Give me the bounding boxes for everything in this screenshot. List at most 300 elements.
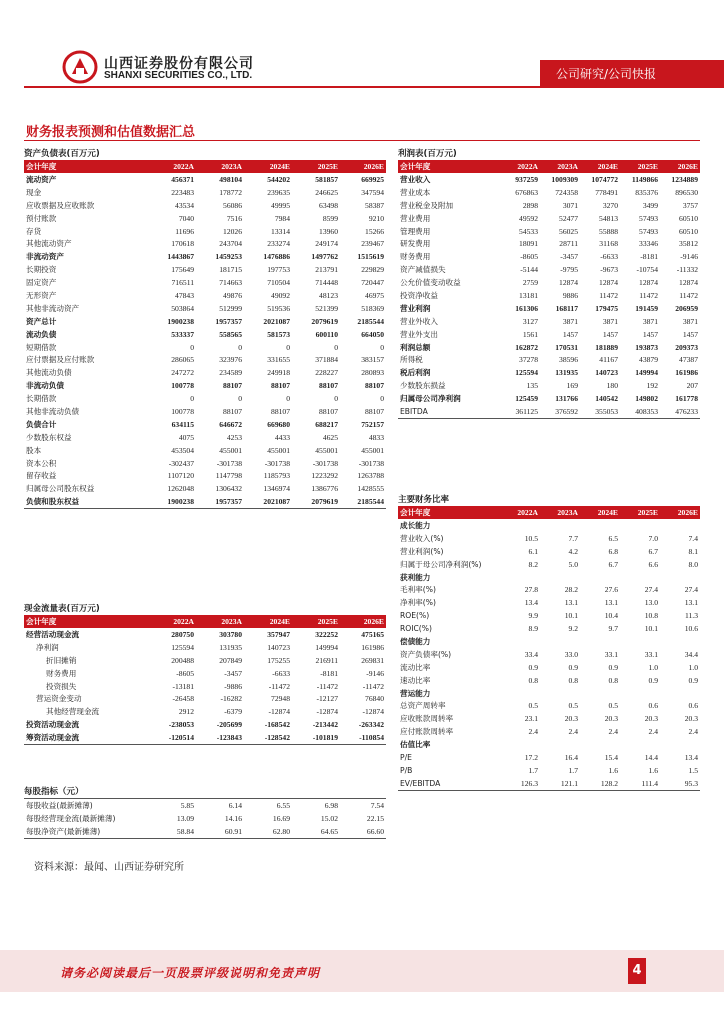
row-label-cell: 其他经营现金流 <box>46 707 100 717</box>
value-cell: 7.4 <box>688 533 698 543</box>
value-cell: 243704 <box>219 239 242 249</box>
value-cell: -8605 <box>520 252 538 262</box>
value-cell: 131935 <box>555 368 578 378</box>
value-cell: 4253 <box>226 432 242 442</box>
value-cell: 1476886 <box>263 252 290 262</box>
value-cell: 544202 <box>267 174 290 184</box>
value-cell: 88107 <box>365 381 384 391</box>
value-cell: 600110 <box>315 329 338 339</box>
value-cell <box>580 738 620 751</box>
value-cell: 13.1 <box>604 598 618 608</box>
value-cell: 2898 <box>522 200 538 210</box>
value-cell: 140542 <box>595 394 618 404</box>
value-cell: 835376 <box>635 187 658 197</box>
header-year-cell: 2023A <box>540 506 580 519</box>
value-cell: 1009309 <box>551 174 578 184</box>
value-cell: 10.6 <box>684 624 698 634</box>
value-cell: -9886 <box>224 681 242 691</box>
value-cell: 1443867 <box>167 252 194 262</box>
value-cell: 455001 <box>315 445 338 455</box>
value-cell: 3127 <box>522 316 538 326</box>
row-label-cell: 投资损失 <box>46 681 77 691</box>
data-source-note: 资料来源：最闻、山西证券研究所 <box>34 862 184 873</box>
value-cell: -9146 <box>680 252 698 262</box>
value-cell: 246625 <box>315 187 338 197</box>
header-year-cell: 2026E <box>340 160 386 173</box>
row-label-cell: 经营活动现金流 <box>26 629 80 639</box>
value-cell: 1457 <box>642 329 658 339</box>
row-label-cell: 资产总计 <box>26 316 57 326</box>
table-row <box>24 799 386 812</box>
row-label-cell: 留存收益 <box>26 471 57 481</box>
value-cell: 518369 <box>361 303 384 313</box>
company-logo-icon <box>62 50 98 84</box>
value-cell: 280893 <box>361 368 384 378</box>
value-cell: -8181 <box>320 668 338 678</box>
value-cell: -9795 <box>560 265 578 275</box>
value-cell <box>660 635 700 648</box>
row-label-cell: 净利润 <box>36 642 59 652</box>
table-row <box>398 212 700 225</box>
value-cell: 56025 <box>559 226 578 236</box>
value-cell: 0 <box>380 394 384 404</box>
header-divider <box>24 86 724 88</box>
value-cell: 88107 <box>271 406 290 416</box>
table-row <box>24 482 386 495</box>
value-cell: 206959 <box>675 303 698 313</box>
value-cell <box>580 687 620 700</box>
value-cell: 125459 <box>515 394 538 404</box>
section-title: 财务报表预测和估值数据汇总 <box>26 125 196 140</box>
table-row <box>398 751 700 764</box>
table-header-row <box>398 160 700 173</box>
value-cell: 0.8 <box>608 675 618 685</box>
value-cell: 233274 <box>267 239 290 249</box>
ratios-block <box>398 494 700 791</box>
value-cell: 322252 <box>315 629 338 639</box>
value-cell: 28.2 <box>564 585 578 595</box>
row-label-cell: P/E <box>400 752 412 762</box>
table-row <box>398 315 700 328</box>
row-label-cell: 营业收入(%) <box>400 533 444 543</box>
value-cell: 476233 <box>660 405 700 418</box>
value-cell: 0.9 <box>568 662 578 672</box>
table-row <box>24 302 386 315</box>
value-cell: 3757 <box>682 200 698 210</box>
value-cell: 11696 <box>175 226 194 236</box>
value-cell: 10.1 <box>564 611 578 621</box>
table-row <box>24 341 386 354</box>
value-cell: 169 <box>566 381 578 391</box>
value-cell: 0.8 <box>528 675 538 685</box>
value-cell: 4.2 <box>568 546 578 556</box>
value-cell: 49995 <box>271 200 290 210</box>
value-cell: -128542 <box>244 731 292 744</box>
value-cell: 27.4 <box>684 585 698 595</box>
value-cell: 49876 <box>223 290 242 300</box>
value-cell: 14.16 <box>224 813 242 823</box>
value-cell: -6633 <box>272 668 290 678</box>
table-row <box>24 680 386 693</box>
table-row <box>24 392 386 405</box>
value-cell: 13.1 <box>684 598 698 608</box>
value-cell: 6.55 <box>244 799 292 812</box>
value-cell: 9210 <box>368 213 384 223</box>
table-row <box>398 276 700 289</box>
value-cell: 15266 <box>365 226 384 236</box>
header-label-cell: 会计年度 <box>24 615 148 628</box>
value-cell: 0.5 <box>608 701 618 711</box>
value-cell: 0 <box>238 394 242 404</box>
table-row <box>24 667 386 680</box>
value-cell: 41167 <box>599 355 618 365</box>
value-cell: 9.2 <box>568 624 578 634</box>
value-cell: 58387 <box>365 200 384 210</box>
value-cell: 5.0 <box>568 559 578 569</box>
value-cell: 33.1 <box>644 649 658 659</box>
value-cell: 2.4 <box>568 727 578 737</box>
row-label-cell: 获利能力 <box>400 572 431 582</box>
value-cell: 13.4 <box>524 598 538 608</box>
value-cell: 664050 <box>361 329 384 339</box>
value-cell: 88107 <box>223 406 242 416</box>
value-cell: 1957357 <box>215 316 242 326</box>
row-label-cell: 财务费用 <box>400 252 431 262</box>
value-cell: 14.4 <box>644 752 658 762</box>
table-row <box>24 289 386 302</box>
value-cell: -6633 <box>600 252 618 262</box>
value-cell: 15.02 <box>320 813 338 823</box>
value-cell: 1428555 <box>357 484 384 494</box>
section-divider <box>24 140 700 141</box>
row-label-cell: 所得税 <box>400 355 423 365</box>
income-statement-title: 利润表(百万元) <box>398 149 457 159</box>
value-cell: 355053 <box>580 405 620 418</box>
value-cell: 896530 <box>675 187 698 197</box>
value-cell: 33.1 <box>604 649 618 659</box>
header-label-cell: 会计年度 <box>398 506 498 519</box>
value-cell: 669680 <box>267 419 290 429</box>
value-cell: 125594 <box>515 368 538 378</box>
value-cell: -301738 <box>216 458 242 468</box>
value-cell: 11.3 <box>684 611 698 621</box>
row-label-cell: 归属于母公司净利润(%) <box>400 559 482 569</box>
value-cell: 200488 <box>171 655 194 665</box>
row-label-cell: 固定资产 <box>26 278 57 288</box>
row-label-cell: 负债和股东权益 <box>24 495 148 508</box>
value-cell: 581573 <box>267 329 290 339</box>
value-cell: 12026 <box>223 226 242 236</box>
table-row <box>24 199 386 212</box>
value-cell: 6.8 <box>608 546 618 556</box>
value-cell: 100778 <box>171 381 194 391</box>
value-cell: 149994 <box>635 368 658 378</box>
value-cell: 64.65 <box>292 825 340 838</box>
value-cell: 1.6 <box>608 765 618 775</box>
table-row <box>398 738 700 751</box>
value-cell: -11472 <box>316 681 338 691</box>
table-header-row <box>24 615 386 628</box>
value-cell: -16282 <box>220 694 242 704</box>
row-label-cell: 现金 <box>26 187 42 197</box>
value-cell: 778491 <box>595 187 618 197</box>
value-cell: 140723 <box>595 368 618 378</box>
value-cell: 3871 <box>682 316 698 326</box>
row-label-cell: 流动资产 <box>26 174 57 184</box>
row-label-cell: 利润总额 <box>400 342 431 352</box>
value-cell: 43534 <box>175 200 194 210</box>
value-cell: 3871 <box>562 316 578 326</box>
value-cell: 13181 <box>519 290 538 300</box>
value-cell: 175255 <box>267 655 290 665</box>
value-cell: 10.1 <box>644 624 658 634</box>
value-cell: -263342 <box>358 720 384 730</box>
value-cell: -101819 <box>292 731 340 744</box>
value-cell: 503864 <box>171 303 194 313</box>
row-label-cell: 筹资活动现金流 <box>24 731 148 744</box>
value-cell: 1457 <box>562 329 578 339</box>
value-cell: 0 <box>334 342 338 352</box>
value-cell: 175649 <box>171 265 194 275</box>
value-cell: -8181 <box>640 252 658 262</box>
value-cell: 131766 <box>555 394 578 404</box>
value-cell: 229829 <box>361 265 384 275</box>
header-year-cell: 2025E <box>620 160 660 173</box>
value-cell: 12874 <box>679 278 698 288</box>
table-row <box>398 777 700 790</box>
value-cell: -5144 <box>520 265 538 275</box>
value-cell: -6379 <box>224 707 242 717</box>
header-year-cell: 2024E <box>580 160 620 173</box>
value-cell: 216911 <box>315 655 338 665</box>
value-cell: 249918 <box>267 368 290 378</box>
value-cell: 0 <box>286 394 290 404</box>
value-cell: 11472 <box>679 290 698 300</box>
balance-sheet-block <box>24 148 386 509</box>
value-cell: 48123 <box>319 290 338 300</box>
value-cell: 408353 <box>620 405 660 418</box>
value-cell: 710504 <box>267 278 290 288</box>
header-year-cell: 2022A <box>148 615 196 628</box>
value-cell: -301738 <box>358 458 384 468</box>
row-label-cell: EV/EBITDA <box>398 777 498 790</box>
row-label-cell: 营业利润 <box>400 303 431 313</box>
value-cell: 20.3 <box>564 714 578 724</box>
value-cell: 8599 <box>322 213 338 223</box>
table-row <box>24 173 386 186</box>
value-cell: 54813 <box>599 213 618 223</box>
value-cell: 1.5 <box>688 765 698 775</box>
value-cell: 0.9 <box>648 675 658 685</box>
value-cell: 376592 <box>540 405 580 418</box>
row-label-cell: 偿债能力 <box>400 636 431 646</box>
income-statement-table <box>398 160 700 419</box>
value-cell: 1.7 <box>568 765 578 775</box>
value-cell: 6.7 <box>608 559 618 569</box>
value-cell: 179475 <box>595 303 618 313</box>
value-cell: -168542 <box>264 720 290 730</box>
value-cell: 161986 <box>675 368 698 378</box>
value-cell: -12874 <box>268 707 290 717</box>
value-cell: 37278 <box>519 355 538 365</box>
table-row <box>24 654 386 667</box>
value-cell: -8605 <box>176 668 194 678</box>
row-label-cell: 营业税金及附加 <box>400 200 454 210</box>
row-label-cell: 存货 <box>26 226 42 236</box>
value-cell: 581857 <box>315 174 338 184</box>
row-label-cell: 估值比率 <box>400 740 431 750</box>
value-cell: 0.8 <box>568 675 578 685</box>
value-cell: 0.9 <box>608 662 618 672</box>
table-row <box>24 692 386 705</box>
table-row <box>24 418 386 431</box>
value-cell <box>540 738 580 751</box>
value-cell: 6.7 <box>648 546 658 556</box>
value-cell: 3871 <box>642 316 658 326</box>
value-cell: 8.9 <box>528 624 538 634</box>
value-cell: 88107 <box>365 406 384 416</box>
table-row <box>398 583 700 596</box>
value-cell: 10.4 <box>604 611 618 621</box>
value-cell: 33.0 <box>564 649 578 659</box>
value-cell: 1900238 <box>167 316 194 326</box>
table-row <box>398 250 700 263</box>
header-year-cell: 2022A <box>148 160 196 173</box>
value-cell: 57493 <box>639 213 658 223</box>
value-cell: 720447 <box>361 278 384 288</box>
row-label-cell: 短期借款 <box>26 342 57 352</box>
value-cell: 46975 <box>365 290 384 300</box>
table-row <box>24 705 386 718</box>
value-cell: 31168 <box>599 239 618 249</box>
table-row <box>24 731 386 744</box>
value-cell: 2.4 <box>608 727 618 737</box>
value-cell: 88107 <box>319 381 338 391</box>
value-cell: 54533 <box>519 226 538 236</box>
value-cell: 88107 <box>271 381 290 391</box>
value-cell: 23.1 <box>524 714 538 724</box>
row-label-cell: 股本 <box>26 445 42 455</box>
value-cell: 1386776 <box>311 484 338 494</box>
value-cell <box>580 519 620 532</box>
table-row <box>398 648 700 661</box>
value-cell <box>498 635 540 648</box>
header-year-cell: 2025E <box>620 506 660 519</box>
value-cell: 2759 <box>522 278 538 288</box>
value-cell: 128.2 <box>580 777 620 790</box>
row-label-cell: 财务费用 <box>46 668 77 678</box>
header-year-cell: 2023A <box>196 160 244 173</box>
value-cell: 60510 <box>679 213 698 223</box>
header-year-cell: 2024E <box>244 615 292 628</box>
header-year-cell: 2023A <box>196 615 244 628</box>
value-cell: 207 <box>686 381 698 391</box>
value-cell: 27.8 <box>524 585 538 595</box>
value-cell <box>498 687 540 700</box>
value-cell: 6.98 <box>292 799 340 812</box>
row-label-cell: 流动比率 <box>400 662 431 672</box>
value-cell: 0 <box>380 342 384 352</box>
value-cell: 162872 <box>515 342 538 352</box>
value-cell: 20.3 <box>604 714 618 724</box>
value-cell <box>540 635 580 648</box>
value-cell: 6.5 <box>608 533 618 543</box>
per-share-title: 每股指标（元） <box>24 787 84 797</box>
table-row <box>398 519 700 532</box>
table-row <box>398 328 700 341</box>
value-cell: 63498 <box>319 200 338 210</box>
value-cell <box>660 687 700 700</box>
value-cell: 111.4 <box>620 777 660 790</box>
value-cell: 3270 <box>602 200 618 210</box>
value-cell: 1.6 <box>648 765 658 775</box>
table-row <box>398 609 700 622</box>
value-cell: 1900238 <box>148 495 196 508</box>
value-cell: 181889 <box>595 342 618 352</box>
value-cell <box>620 687 660 700</box>
table-row <box>398 302 700 315</box>
row-label-cell: 营业费用 <box>400 213 431 223</box>
table-row <box>24 315 386 328</box>
row-label-cell: 投资净收益 <box>400 290 438 300</box>
page-number: 4 <box>628 958 646 984</box>
income-statement-block <box>398 148 700 419</box>
page-header <box>0 0 724 100</box>
row-label-cell: P/B <box>400 765 413 775</box>
table-row <box>24 718 386 731</box>
value-cell: 688217 <box>315 419 338 429</box>
value-cell: 12874 <box>559 278 578 288</box>
table-row <box>398 532 700 545</box>
value-cell: 714663 <box>219 278 242 288</box>
value-cell: 6.6 <box>648 559 658 569</box>
value-cell: 1185793 <box>263 471 290 481</box>
value-cell: 57493 <box>639 226 658 236</box>
value-cell: 60.91 <box>196 825 244 838</box>
value-cell <box>498 738 540 751</box>
value-cell: 22.15 <box>366 813 384 823</box>
value-cell: 1.0 <box>688 662 698 672</box>
value-cell: 9.9 <box>528 611 538 621</box>
value-cell: 2021087 <box>263 316 290 326</box>
row-label-cell: 资本公积 <box>26 458 57 468</box>
table-row <box>24 457 386 470</box>
value-cell: 1147798 <box>215 471 242 481</box>
row-label-cell: 流动负债 <box>26 329 57 339</box>
value-cell: -213442 <box>312 720 338 730</box>
table-row <box>398 379 700 392</box>
value-cell: 669925 <box>361 174 384 184</box>
value-cell: 1457 <box>602 329 618 339</box>
ratios-table <box>398 506 700 791</box>
table-row <box>24 353 386 366</box>
value-cell: 1223292 <box>311 471 338 481</box>
value-cell <box>540 687 580 700</box>
value-cell: -9673 <box>600 265 618 275</box>
disclaimer-link[interactable]: 请务必阅读最后一页股票评级说明和免责声明 <box>60 966 321 980</box>
value-cell: 3871 <box>602 316 618 326</box>
value-cell: 455001 <box>219 445 242 455</box>
value-cell: 193873 <box>635 342 658 352</box>
table-row <box>398 661 700 674</box>
value-cell <box>660 519 700 532</box>
value-cell: 0.5 <box>528 701 538 711</box>
value-cell: 76840 <box>365 694 384 704</box>
value-cell: 16.4 <box>564 752 578 762</box>
value-cell: 126.3 <box>498 777 540 790</box>
ratios-title: 主要财务比率 <box>398 495 450 505</box>
value-cell: 0.5 <box>568 701 578 711</box>
